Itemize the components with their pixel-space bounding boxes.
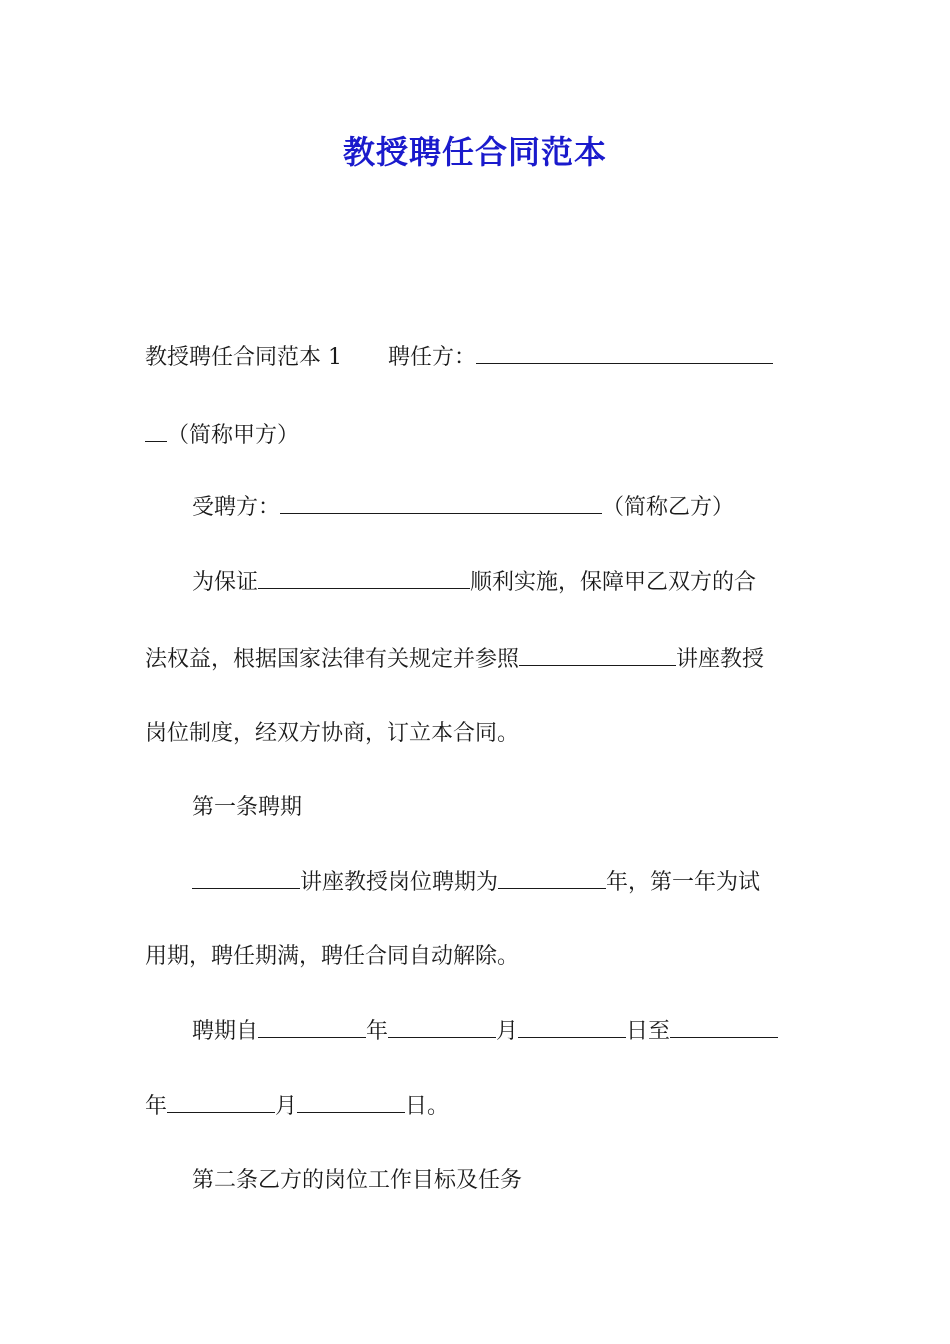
employer-blank <box>476 343 773 364</box>
article-1-title: 第一条聘期 <box>192 795 303 820</box>
position-blank <box>192 868 300 889</box>
period-line-1 <box>145 1017 807 1047</box>
document-title: 教授聘任合同范本 <box>342 133 607 171</box>
start-year-blank <box>258 1017 366 1038</box>
end-month-blank <box>167 1092 275 1113</box>
purpose-text-a: 为保证 <box>192 570 259 595</box>
end-month-label: 月 <box>275 1094 298 1119</box>
employee-line <box>145 493 807 523</box>
term-text-b: 年，第一年为试 <box>606 870 761 895</box>
employer-label: 聘任方： <box>388 345 477 370</box>
purpose-text-d: 讲座教授 <box>676 647 765 672</box>
years-blank <box>498 868 606 889</box>
purpose-text-c: 法权益，根据国家法律有关规定并参照 <box>145 647 520 672</box>
period-from-label: 聘期自 <box>192 1019 259 1044</box>
end-day-label: 日。 <box>405 1094 450 1119</box>
term-text-c: 用期，聘任期满，聘任合同自动解除。 <box>145 944 520 969</box>
purpose-line-3 <box>145 719 807 749</box>
project-blank <box>258 568 470 589</box>
month-label: 月 <box>496 1019 519 1044</box>
article-2-title: 第二条乙方的岗位工作目标及任务 <box>192 1168 523 1193</box>
term-line-2 <box>145 942 807 972</box>
end-year-label: 年 <box>145 1094 168 1119</box>
day-to-label: 日至 <box>626 1019 671 1044</box>
employer-abbrev-line <box>145 421 807 451</box>
article-2-heading <box>145 1166 807 1196</box>
term-text-a: 讲座教授岗位聘期为 <box>300 870 499 895</box>
employer-blank-continued <box>145 421 167 442</box>
period-line-2 <box>145 1092 807 1122</box>
term-line-1 <box>145 868 807 898</box>
year-label: 年 <box>366 1019 389 1044</box>
purpose-line-1 <box>145 568 807 598</box>
employee-label: 受聘方： <box>192 495 281 520</box>
start-month-blank <box>388 1017 496 1038</box>
purpose-line-2 <box>145 645 807 675</box>
end-year-blank <box>670 1017 778 1038</box>
employee-abbrev: （简称乙方） <box>602 495 735 520</box>
purpose-text-b: 顺利实施，保障甲乙双方的合 <box>470 570 757 595</box>
reference-blank <box>519 645 676 666</box>
purpose-text-e: 岗位制度，经双方协商，订立本合同。 <box>145 721 520 746</box>
start-day-blank <box>518 1017 626 1038</box>
contract-subtitle: 教授聘任合同范本 1 <box>145 345 342 370</box>
employee-blank <box>280 493 602 514</box>
end-day-blank <box>297 1092 405 1113</box>
article-1-heading <box>145 793 807 823</box>
employer-abbrev: （简称甲方） <box>167 423 300 448</box>
contract-heading-line <box>145 343 807 373</box>
